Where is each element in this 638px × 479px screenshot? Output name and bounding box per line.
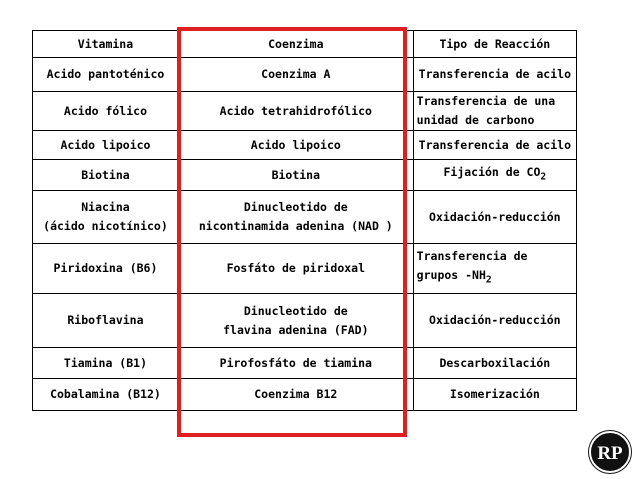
tipo-line: Descarboxilación [439, 355, 551, 370]
tipo-text: grupos -NH [416, 268, 486, 283]
tipo-line [417, 163, 573, 186]
coenzima-line: Acido lipoico [250, 137, 341, 152]
cell-tipo [413, 348, 576, 379]
cell-coenzima [178, 348, 413, 379]
vitamina-line: Piridoxina (B6) [53, 261, 158, 275]
table-row [33, 244, 577, 294]
vitamina-line: Acido fólico [63, 103, 148, 118]
tipo-text: Fijación de CO [443, 165, 541, 180]
tipo-line: Transferencia de acilo [418, 67, 571, 81]
table-row [33, 191, 577, 244]
vitamina-line: (ácido nicotínico) [43, 219, 168, 233]
cell-tipo [413, 294, 576, 348]
table-body [33, 58, 577, 411]
cell-coenzima [178, 294, 413, 348]
cell-tipo [413, 92, 576, 131]
vitamina-line: Tiamina (B1) [63, 355, 148, 370]
cell-tipo [413, 131, 576, 160]
header-tipo: Tipo de Reacción [413, 31, 576, 58]
header-coenzima: Coenzima [178, 31, 413, 58]
coenzima-line: Biotina [271, 167, 321, 182]
header-row [33, 31, 577, 58]
tipo-line [417, 266, 573, 289]
cell-tipo [413, 379, 576, 411]
table-row [33, 92, 577, 131]
cell-coenzima [178, 131, 413, 160]
cell-coenzima [178, 160, 413, 191]
cell-vitamina [33, 294, 179, 348]
cell-vitamina [33, 244, 179, 294]
cell-tipo [413, 160, 576, 191]
tipo-line: unidad de carbono [416, 113, 535, 127]
rp-logo-text: RP [597, 443, 623, 464]
cell-tipo [413, 58, 576, 92]
cell-tipo [413, 244, 576, 294]
coenzima-line: Dinucleotido de [243, 303, 348, 318]
tipo-line: Oxidación-reducción [429, 209, 561, 224]
vitamina-line: Niacina [81, 200, 130, 214]
coenzima-line: Pirofosfáto de tiamina [219, 355, 372, 370]
subscript: 2 [540, 171, 547, 183]
coenzima-line: Fosfáto de piridoxal [226, 261, 366, 275]
cell-vitamina [33, 92, 179, 131]
cell-vitamina [33, 58, 179, 92]
cell-vitamina [33, 160, 179, 191]
vitamina-line: Riboflavina [67, 313, 144, 327]
tipo-line: Transferencia de una [416, 94, 556, 108]
cell-vitamina [33, 348, 179, 379]
tipo-line: Transferencia de [416, 249, 528, 264]
vitamina-line: Acido pantoténico [46, 67, 165, 81]
cell-tipo [413, 191, 576, 244]
cell-vitamina [33, 379, 179, 411]
rp-logo-icon [588, 430, 632, 474]
vitamin-coenzyme-table [32, 30, 577, 411]
cell-coenzima [178, 92, 413, 131]
vitamina-line: Biotina [81, 167, 130, 182]
table-row [33, 160, 577, 191]
subscript: 2 [485, 274, 492, 286]
header-vitamina: Vitamina [33, 31, 179, 58]
cell-coenzima [178, 379, 413, 411]
table-row [33, 58, 577, 92]
coenzima-line: Coenzima A [261, 67, 331, 81]
table-row [33, 131, 577, 160]
coenzima-line: Acido tetrahidrofólico [219, 103, 372, 118]
tipo-line: Oxidación-reducción [429, 313, 561, 327]
vitamina-line: Acido lipoico [60, 137, 151, 152]
cell-vitamina [33, 191, 179, 244]
tipo-line: Isomerización [449, 387, 540, 401]
table-row [33, 379, 577, 411]
cell-coenzima [178, 244, 413, 294]
table-row [33, 294, 577, 348]
table-row [33, 348, 577, 379]
coenzima-line: Dinucleotido de [243, 200, 348, 214]
tipo-line: Transferencia de acilo [418, 137, 571, 152]
coenzima-line: flavina adenina (FAD) [223, 322, 369, 337]
cell-vitamina [33, 131, 179, 160]
coenzima-line: Coenzima B12 [254, 387, 338, 401]
coenzima-line: nicontinamida adenina (NAD ) [198, 219, 393, 233]
cell-coenzima [178, 58, 413, 92]
vitamina-line: Cobalamina (B12) [50, 387, 161, 401]
rp-logo [588, 430, 632, 474]
cell-coenzima [178, 191, 413, 244]
